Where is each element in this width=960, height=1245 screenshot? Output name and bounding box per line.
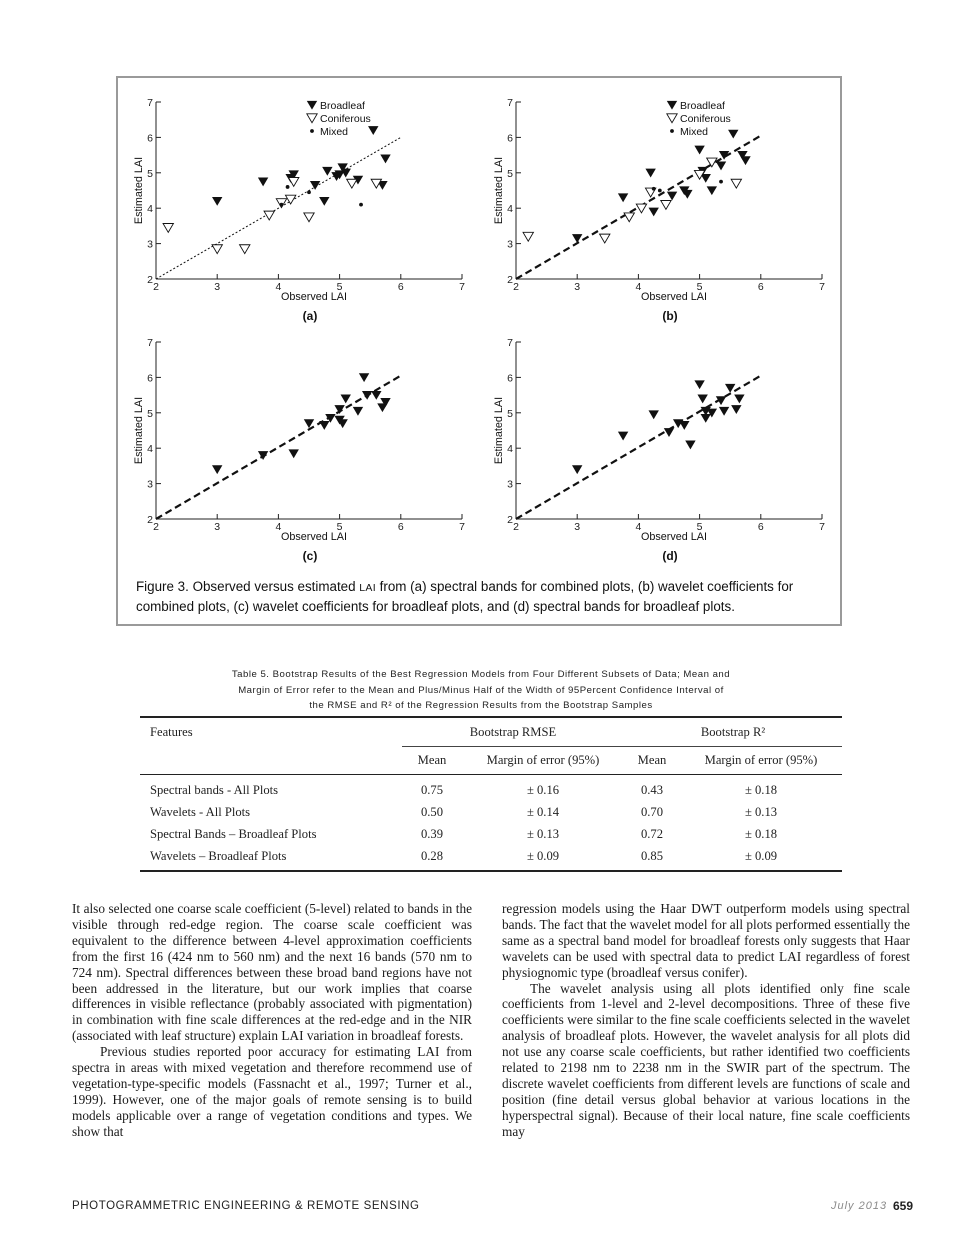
data-point-broadleaf — [649, 410, 659, 419]
data-point-broadleaf — [258, 451, 268, 460]
data-point-broadleaf — [697, 394, 707, 403]
y-tick-label: 6 — [507, 132, 513, 145]
y-tick-label: 5 — [147, 407, 153, 420]
y-tick-label: 5 — [507, 407, 513, 420]
data-point-broadleaf — [212, 197, 222, 206]
x-axis-label: Observed LAI — [640, 291, 708, 303]
x-tick-label: 5 — [336, 521, 343, 533]
table-title-line: the RMSE and R² of the Regression Results from the Bootstrap Samples — [309, 700, 653, 711]
data-point-broadleaf — [258, 177, 268, 186]
paragraph: It also selected one coarse scale coefficient (5-level) related to bands in the visible through red-edge region. The coarse scale coefficient was equivalent to the difference between 4-level approximation coefficients from the first 16 (424 nm to 560 nm) and the next 16 bands (570 nm to 724 nm). Spectral differences between these broad band regions have not been addressed in the literature, but our work implies that coarse differences in visible reflectance (probably associated with pigmentation) in combination with fine scale differences at the red-edge and in the NIR (associated with leaf structure) explain LAI variation in broadleaf forests. — [72, 901, 472, 1044]
group-rmse-label: Bootstrap RMSE — [469, 724, 557, 739]
data-point-broadleaf — [359, 373, 369, 382]
x-axis-label: Observed LAI — [640, 531, 708, 543]
data-point-mixed — [658, 189, 662, 193]
data-point-broadleaf — [707, 186, 717, 195]
data-point-coniferous — [731, 179, 741, 188]
y-tick-label: 7 — [507, 337, 513, 349]
y-tick-label: 2 — [147, 514, 153, 526]
data-point-broadleaf — [362, 391, 372, 400]
y-axis-label: Estimated LAI — [133, 396, 145, 465]
x-tick-label: 3 — [574, 281, 581, 293]
chart-panel-b — [478, 78, 838, 333]
row-feature: Spectral Bands – Broadleaf Plots — [150, 826, 317, 841]
x-tick-label: 2 — [513, 521, 519, 533]
x-tick-label: 3 — [214, 281, 221, 293]
data-point-coniferous — [163, 224, 173, 233]
y-tick-label: 2 — [507, 514, 513, 526]
x-tick-label: 6 — [757, 521, 764, 533]
x-tick-label: 3 — [574, 521, 581, 533]
data-point-broadleaf — [319, 421, 329, 430]
row-feature: Spectral bands - All Plots — [150, 782, 279, 797]
y-tick-label: 6 — [147, 372, 153, 385]
rmse-mean: 0.28 — [402, 845, 462, 871]
rmse-margin: ± 0.14 — [526, 804, 560, 819]
y-tick-label: 4 — [507, 443, 513, 456]
row-feature: Wavelets – Broadleaf Plots — [140, 845, 402, 871]
data-point-broadleaf — [734, 394, 744, 403]
data-point-broadleaf — [716, 162, 726, 171]
body-column-left — [72, 901, 472, 1140]
data-point-mixed — [280, 203, 284, 207]
data-point-broadleaf — [319, 197, 329, 206]
data-point-coniferous — [600, 234, 610, 243]
data-point-mixed — [286, 185, 290, 189]
paragraph: regression models using the Haar DWT outperform models using spectral bands. The fact that the wavelet model for all plots performed essentially the same as a spectral band model for broadleaf forests only suggests that Haar wavelets can be used with spectral data to predict LAI regardless of forest physiognomic type (broadleaf versus conifer). — [502, 901, 910, 980]
panel-label: (a) — [302, 309, 318, 323]
body-column-right — [502, 901, 910, 1140]
x-tick-label: 5 — [696, 521, 703, 533]
legend-marker — [667, 114, 677, 123]
table-row — [140, 845, 842, 871]
y-tick-label: 3 — [507, 238, 513, 251]
data-point-coniferous — [347, 179, 357, 188]
x-tick-label: 7 — [459, 281, 465, 293]
table-title-line: Table 5. Bootstrap Results of the Best Regression Models from Four Different Subsets of Data; Mean and — [231, 669, 731, 680]
table-subheader-row — [140, 747, 842, 775]
x-tick-label: 5 — [336, 281, 343, 293]
group-r2-label: Bootstrap R² — [700, 724, 766, 739]
legend-label: Mixed — [320, 126, 349, 138]
r2-mean: 0.70 — [640, 804, 664, 819]
data-point-broadleaf — [728, 130, 738, 139]
data-point-coniferous — [289, 177, 299, 186]
data-point-broadleaf — [682, 190, 692, 199]
y-axis-label: Estimated LAI — [493, 396, 505, 465]
x-tick-label: 6 — [757, 281, 764, 293]
data-point-coniferous — [240, 245, 250, 254]
data-point-broadleaf — [694, 146, 704, 155]
table-title-line: Margin of Error refer to the Mean and Plus/Minus Half of the Width of 95Percent Confidence Interval of — [238, 684, 724, 696]
x-tick-label: 4 — [275, 521, 282, 533]
data-point-mixed — [649, 171, 653, 175]
caption-lai: LAI — [359, 582, 376, 594]
issue-date: July 2013 — [831, 1200, 888, 1212]
data-point-broadleaf — [725, 384, 735, 393]
legend-marker — [667, 101, 677, 110]
data-point-coniferous — [264, 211, 274, 220]
r2-mean: 0.85 — [624, 845, 680, 871]
data-point-mixed — [359, 203, 363, 207]
rmse-margin: ± 0.09 — [462, 845, 624, 871]
chart-a-svg — [118, 78, 478, 328]
data-point-broadleaf — [322, 167, 332, 176]
data-point-coniferous — [285, 195, 295, 204]
sub-rmse-mean: Mean — [402, 747, 462, 775]
panel-label: (c) — [302, 549, 318, 563]
y-tick-label: 3 — [147, 478, 153, 491]
data-point-broadleaf — [353, 407, 363, 416]
y-tick-label: 6 — [147, 132, 153, 145]
y-tick-label: 2 — [507, 274, 513, 286]
y-tick-label: 7 — [507, 97, 513, 109]
table-title — [120, 667, 842, 714]
empty-cell — [140, 747, 402, 775]
data-point-broadleaf — [649, 208, 659, 217]
y-tick-label: 7 — [147, 97, 153, 109]
y-tick-label: 4 — [147, 203, 153, 216]
table-header-row — [140, 717, 842, 747]
y-tick-label: 4 — [507, 203, 513, 216]
y-axis-label: Estimated LAI — [493, 156, 505, 225]
x-tick-label: 7 — [819, 281, 825, 293]
caption-prefix: Figure 3. Observed versus estimated — [136, 579, 360, 594]
data-point-broadleaf — [740, 156, 750, 165]
x-tick-label: 6 — [397, 281, 404, 293]
x-axis-label: Observed LAI — [280, 531, 348, 543]
x-tick-label: 4 — [275, 281, 282, 293]
data-point-broadleaf — [212, 465, 222, 474]
x-tick-label: 7 — [819, 521, 825, 533]
chart-panel-c — [118, 318, 478, 573]
data-point-broadleaf — [371, 391, 381, 400]
paragraph: Previous studies reported poor accuracy for estimating LAI from spectra in areas with mixed vegetation and therefore recommend use of vegetation-type-specific models (Fassnacht et al., 1997; Turner et al., 1999). However, one of the major goals of remote sensing is to build models applicable over a range of vegetation conditions and types. We show that — [72, 1044, 472, 1139]
data-point-broadleaf — [572, 234, 582, 243]
r2-margin: ± 0.18 — [744, 826, 778, 841]
figure-3 — [116, 76, 842, 626]
data-point-coniferous — [212, 245, 222, 254]
y-tick-label: 6 — [507, 372, 513, 385]
data-point-mixed — [652, 187, 656, 191]
data-point-broadleaf — [667, 192, 677, 201]
x-tick-label: 6 — [397, 521, 404, 533]
x-tick-label: 4 — [635, 521, 642, 533]
sub-r2-mean: Mean — [624, 747, 680, 775]
y-tick-label: 4 — [147, 443, 153, 456]
legend-marker — [310, 129, 314, 133]
x-tick-label: 4 — [635, 281, 642, 293]
x-tick-label: 2 — [513, 281, 519, 293]
legend-label: Broadleaf — [680, 100, 725, 112]
x-tick-label: 2 — [153, 521, 159, 533]
data-point-broadleaf — [572, 465, 582, 474]
legend-label: Coniferous — [680, 113, 731, 125]
x-tick-label: 3 — [214, 521, 221, 533]
y-tick-label: 3 — [507, 478, 513, 491]
data-point-broadleaf — [731, 405, 741, 414]
page-number: 659 — [893, 1199, 914, 1213]
table-row — [140, 775, 842, 802]
rmse-mean: 0.39 — [420, 826, 444, 841]
legend-label: Broadleaf — [320, 100, 365, 112]
group-rmse — [402, 717, 624, 747]
rmse-margin: ± 0.16 — [526, 782, 560, 797]
data-point-coniferous — [636, 204, 646, 213]
legend-label: Coniferous — [320, 113, 371, 125]
panel-label: (d) — [662, 549, 678, 563]
x-tick-label: 7 — [459, 521, 465, 533]
chart-d-svg — [478, 318, 838, 568]
chart-panel-a — [118, 78, 478, 333]
data-point-broadleaf — [337, 419, 347, 428]
group-r2 — [624, 717, 842, 747]
x-tick-label: 5 — [696, 281, 703, 293]
caption-rest: from (a) spectral bands for combined plots, (b) wavelet coefficients for combined plots, (c) wavelet coefficients for broadleaf plots, and (d) spectral bands for broadleaf plots. — [136, 579, 794, 614]
x-tick-label: 2 — [153, 281, 159, 293]
panel-label: (b) — [662, 309, 678, 323]
journal-name: PHOTOGRAMMETRIC ENGINEERING & REMOTE SENSING — [72, 1200, 420, 1212]
fit-line — [156, 137, 401, 279]
x-axis-label: Observed LAI — [280, 291, 348, 303]
r2-mean: 0.43 — [640, 782, 664, 797]
data-point-broadleaf — [289, 449, 299, 458]
table-row — [140, 823, 842, 845]
legend-marker — [670, 129, 674, 133]
results-table — [140, 716, 842, 872]
y-tick-label: 2 — [147, 274, 153, 286]
chart-c-svg — [118, 318, 478, 568]
legend-marker — [307, 114, 317, 123]
sub-rmse-margin: Margin of error (95%) — [462, 747, 624, 775]
data-point-coniferous — [523, 232, 533, 241]
sub-r2-margin: Margin of error (95%) — [680, 747, 842, 775]
col-features: Features — [140, 717, 402, 747]
figure-caption — [136, 578, 836, 615]
data-point-mixed — [307, 190, 311, 194]
r2-mean: 0.72 — [640, 826, 664, 841]
data-point-mixed — [719, 180, 723, 184]
data-point-coniferous — [304, 213, 314, 222]
data-point-coniferous — [624, 213, 634, 222]
data-point-broadleaf — [694, 380, 704, 389]
legend-label: Mixed — [680, 126, 709, 138]
data-point-coniferous — [661, 201, 671, 210]
row-feature: Wavelets - All Plots — [150, 804, 251, 819]
y-tick-label: 7 — [147, 337, 153, 349]
chart-panel-d — [478, 318, 838, 573]
fit-line — [156, 376, 401, 519]
data-point-broadleaf — [310, 181, 320, 190]
data-point-broadleaf — [679, 421, 689, 430]
data-point-broadleaf — [618, 432, 628, 441]
y-axis-label: Estimated LAI — [133, 156, 145, 225]
y-tick-label: 5 — [507, 167, 513, 180]
data-point-broadleaf — [664, 428, 674, 437]
rmse-margin: ± 0.13 — [526, 826, 560, 841]
r2-margin: ± 0.13 — [744, 804, 778, 819]
data-point-broadleaf — [368, 126, 378, 135]
rmse-mean: 0.50 — [420, 804, 444, 819]
y-tick-label: 3 — [147, 238, 153, 251]
rmse-mean: 0.75 — [420, 782, 444, 797]
r2-margin: ± 0.09 — [680, 845, 842, 871]
paragraph: The wavelet analysis using all plots identified only fine scale coefficients from 1-level and 2-level decompositions. Three of these five coefficients were similar to the fine scale coefficients selected in the wavelet analysis of broadleaf plots. However, the wavelet analysis for all plots did not use any coarse scale coefficients, but rather identified two coefficients related to 2198 nm to 2238 nm in the SWIR part of the spectrum. The discrete wavelet coefficients from different levels are functions of scale and position (fine detail versus global behavior at various locations in the hyperspectral signal). Because of their local nature, fine scale coefficients may — [502, 980, 910, 1139]
data-point-broadleaf — [719, 407, 729, 416]
y-tick-label: 5 — [147, 167, 153, 180]
legend-marker — [307, 101, 317, 110]
data-point-broadleaf — [380, 154, 390, 163]
data-point-broadleaf — [341, 394, 351, 403]
chart-b-svg — [478, 78, 838, 328]
data-point-broadleaf — [618, 193, 628, 202]
r2-margin: ± 0.18 — [744, 782, 778, 797]
data-point-broadleaf — [685, 441, 695, 450]
table-row — [140, 801, 842, 823]
